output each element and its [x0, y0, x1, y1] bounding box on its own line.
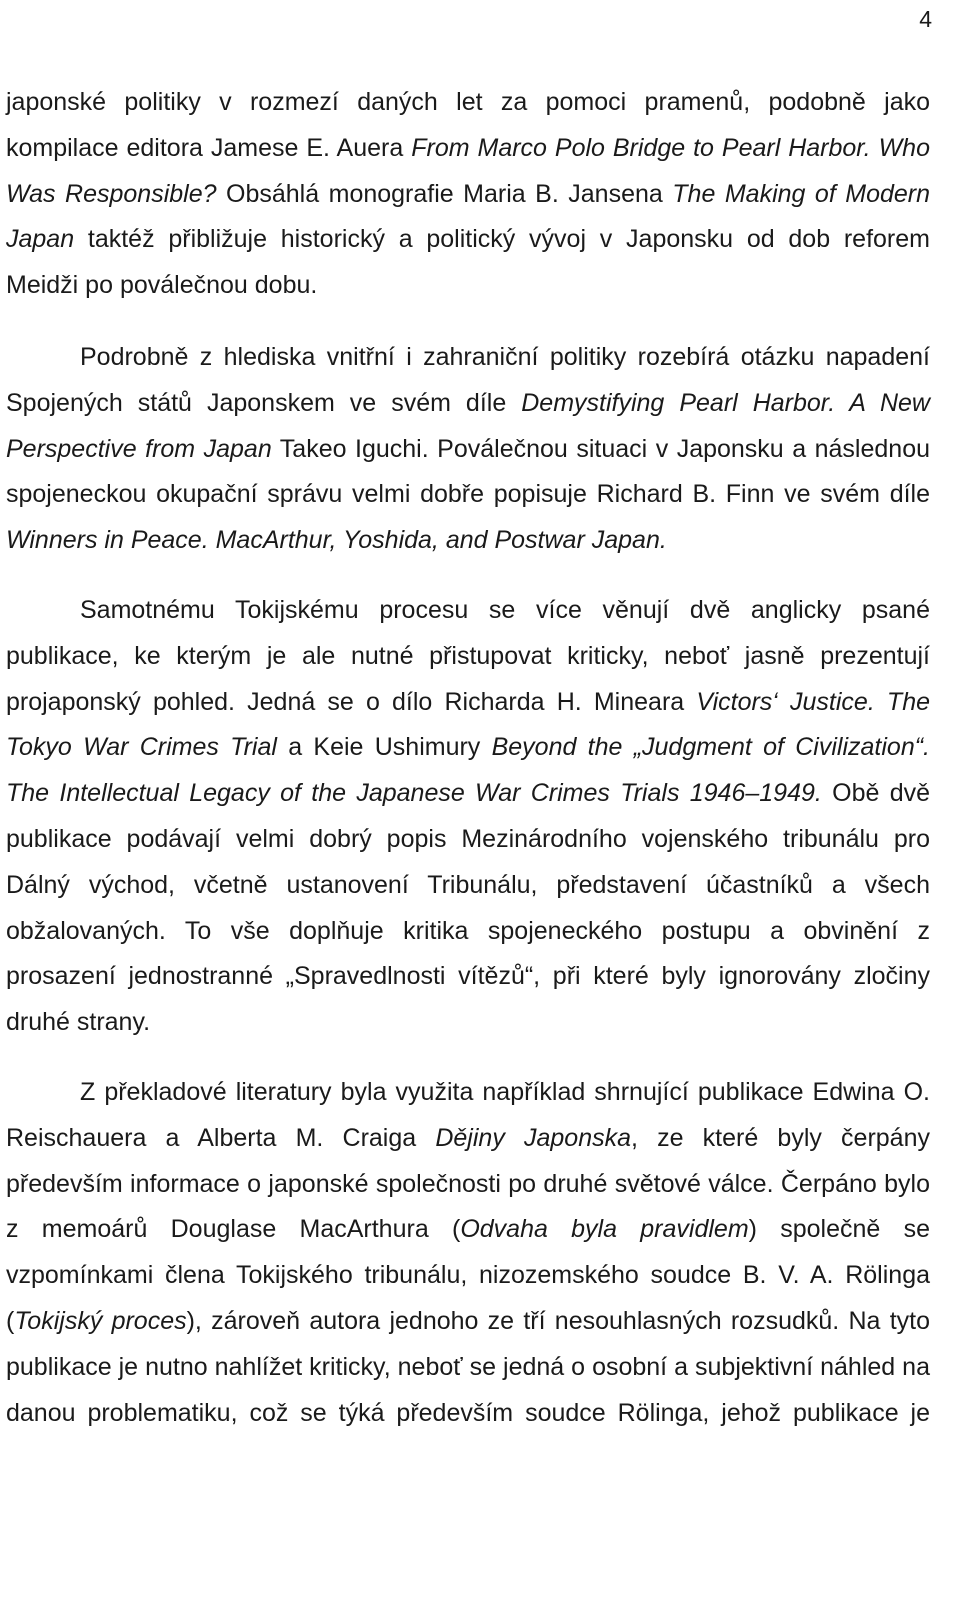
text-run: , ze které byly čerpány především informace o japonské společnosti po druhé světové válce. Čerpáno bylo z memoárů Douglase MacArthura ( [6, 1123, 930, 1244]
body-text [6, 80, 930, 1436]
text-run: Podrobně z hlediska vnitřní i zahraniční politiky rozebírá otázku napadení Spojených států Japonskem ve svém díle [6, 342, 930, 417]
italic-title: Beyond the „Judgment of Civilization“. The Intellectual Legacy of the Japanese War Crimes Trials 1946–1949. [6, 733, 930, 808]
paragraph [6, 588, 930, 1046]
text-run: taktéž přibližuje historický a politický vývoj v Japonsku od dob reforem Meidži po poválečnou dobu. [6, 225, 930, 300]
text-run: Obě dvě publikace podávají velmi dobrý popis Mezinárodního vojenského tribunálu pro Dálný východ, včetně ustanovení Tribunálu, představení účastníků a všech obžalovaných. To vše doplňuje kritika spojeneckého postupu a obvinění z prosazení jednostranné „Spravedlnosti vítězů“, při které byly ignorovány zločiny druhé strany. [6, 779, 931, 1037]
text-run: ) společně se vzpomínkami člena Tokijského tribunálu, nizozemského soudce B. V. A. Rölinga ( [6, 1215, 930, 1335]
text-run: Samotnému Tokijskému procesu se více věnují dvě anglicky psané publikace, ke kterým je ale nutné přistupovat kriticky, neboť jasně prezentují projaponský pohled. Jedná se o dílo Richarda H. Mineara [6, 595, 930, 716]
text-run: japonské politiky v rozmezí daných let za pomoci pramenů, podobně jako kompilace editora Jamese E. Auera [6, 88, 930, 162]
italic-title: Victors‘ Justice. The Tokyo War Crimes Trial [6, 687, 930, 762]
paragraph [6, 80, 930, 309]
italic-title: Demystifying Pearl Harbor. A New Perspective from Japan [6, 388, 930, 463]
text-run: a Keie Ushimury [276, 733, 492, 762]
italic-title: Tokijský proces [14, 1306, 187, 1335]
italic-title: Dějiny Japonska [435, 1123, 631, 1152]
text-run: Obsáhlá monografie Maria B. Jansena [216, 179, 673, 208]
text-run: ), zároveň autora jednoho ze tří nesouhlasných rozsudků. Na tyto publikace je nutno nahlížet kriticky, neboť se jedná o osobní a subjektivní náhled na danou problematiku, což se týká především soudce Rölinga, jehož publikace je [6, 1306, 930, 1427]
italic-title: From Marco Polo Bridge to Pearl Harbor. Who Was Responsible? [6, 133, 930, 208]
paragraph [6, 1070, 930, 1436]
paragraph [6, 335, 930, 564]
text-run: Z překladové literatury byla využita například shrnující publikace Edwina O. Reischauera a Alberta M. Craiga [6, 1077, 930, 1152]
page-number: 4 [919, 6, 932, 32]
italic-title: Odvaha byla pravidlem [460, 1215, 749, 1244]
italic-title: Winners in Peace. MacArthur, Yoshida, and Postwar Japan. [6, 526, 667, 555]
text-run: Takeo Iguchi. Poválečnou situaci v Japonsku a následnou spojeneckou okupační správu velmi dobře popisuje Richard B. Finn ve svém díle [6, 434, 931, 509]
italic-title: The Making of Modern Japan [6, 179, 931, 254]
